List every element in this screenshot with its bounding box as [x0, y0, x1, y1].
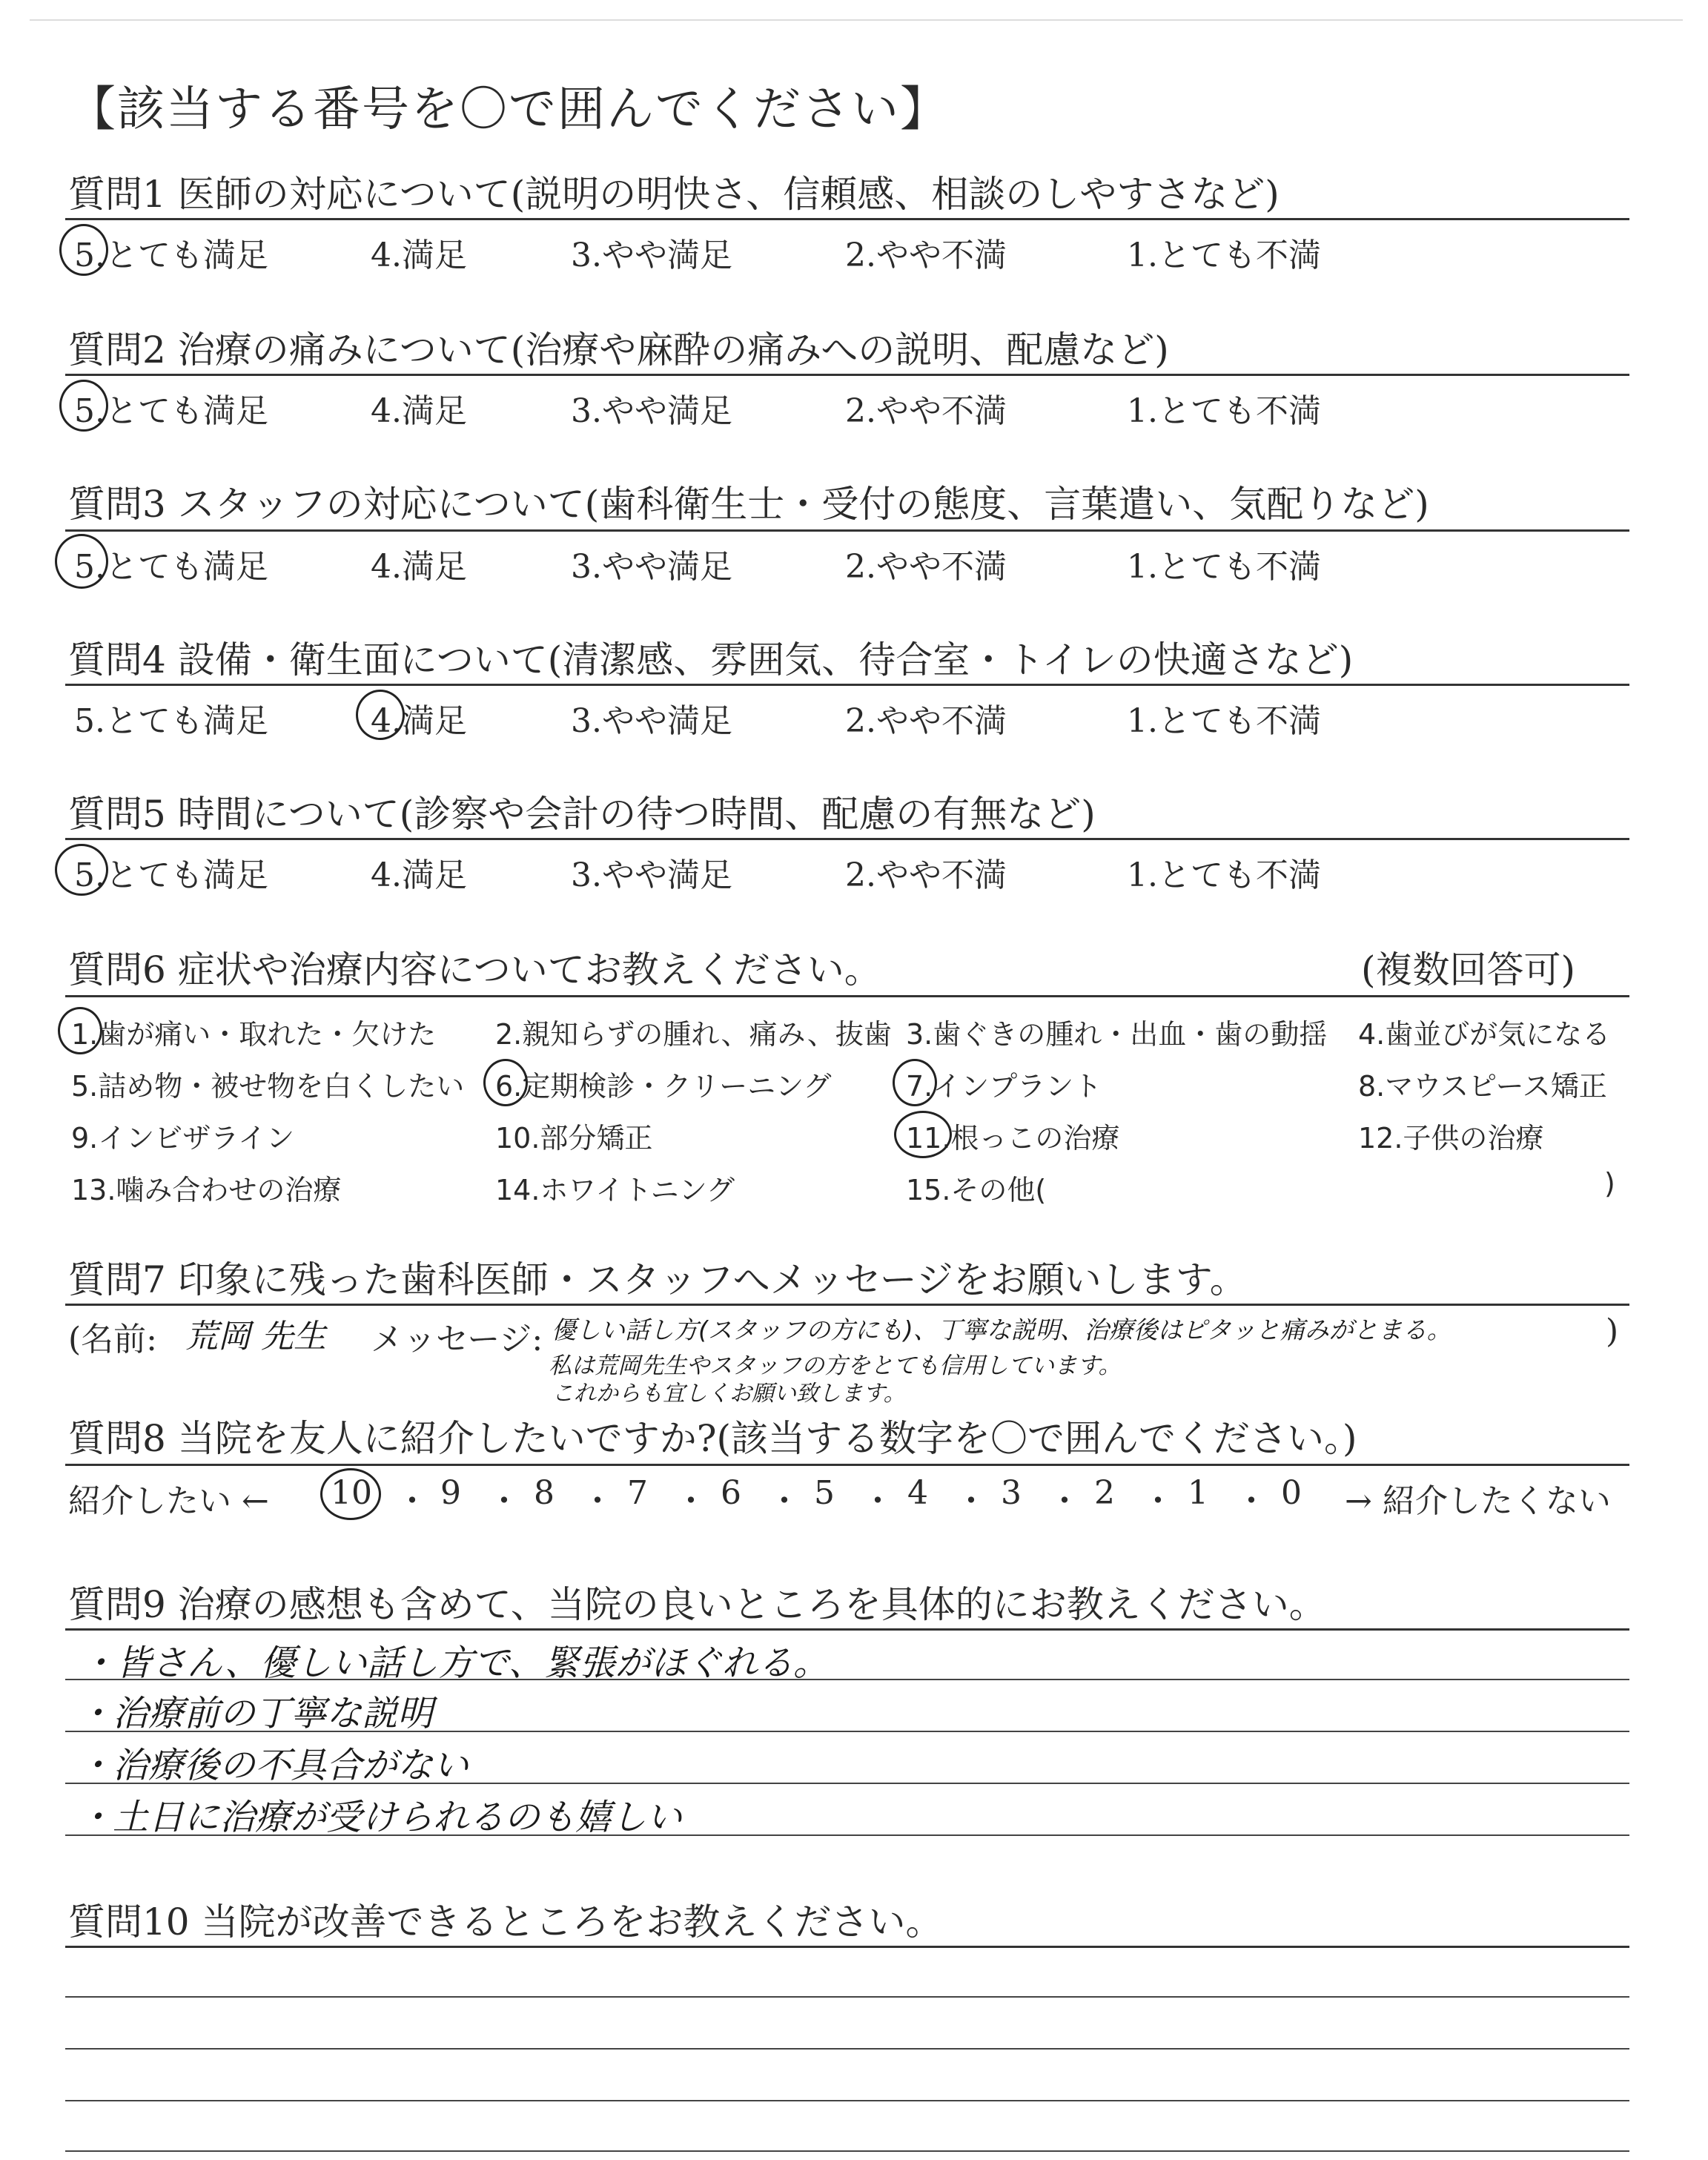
q6-option-8[interactable]: 8.マウスピース矯正 — [1358, 1070, 1607, 1103]
selection-circle — [320, 1468, 381, 1520]
q2-option-3[interactable]: 3.やや満足 — [571, 392, 732, 430]
question-1-title: 質問1 医師の対応について(説明の明快さ、信頼感、相談のしやすさなど) — [68, 173, 1280, 216]
q6-option-14[interactable]: 14.ホワイトニング — [495, 1174, 735, 1206]
q7-close-paren: ) — [1606, 1312, 1619, 1350]
question-6-title: 質問6 症状や治療内容についてお教えください。 — [68, 948, 881, 991]
q8-dot: ・ — [675, 1482, 707, 1520]
selection-circle — [55, 534, 108, 589]
q3-option-2[interactable]: 2.やや不満 — [845, 548, 1007, 586]
page-heading: 【該当する番号を〇で囲んでください】 — [68, 82, 949, 137]
q8-right-label: → 紹介したくない — [1345, 1482, 1611, 1520]
q1-option-1[interactable]: 1.とても不満 — [1127, 237, 1321, 274]
q9-answer-4: ・土日に治療が受けられるのも嬉しい — [77, 1797, 683, 1838]
q5-option-5[interactable]: 5.とても満足 — [74, 856, 268, 894]
q6-option-13[interactable]: 13.噛み合わせの治療 — [71, 1174, 342, 1206]
q8-score-4[interactable]: 4 — [907, 1474, 928, 1512]
q4-option-1[interactable]: 1.とても不満 — [1127, 702, 1321, 740]
q6-option-7[interactable]: 7.インプラント — [906, 1070, 1102, 1103]
q7-name-value: 荒岡 先生 — [185, 1318, 326, 1355]
q7-message-label: メッセージ: — [371, 1321, 543, 1358]
q8-dot: ・ — [1048, 1482, 1081, 1520]
q4-option-3[interactable]: 3.やや満足 — [571, 702, 732, 740]
q2-option-2[interactable]: 2.やや不満 — [845, 392, 1007, 430]
q8-dot: ・ — [861, 1482, 894, 1520]
q1-option-2[interactable]: 2.やや不満 — [845, 237, 1007, 274]
q4-option-2[interactable]: 2.やや不満 — [845, 702, 1007, 740]
q8-dot: ・ — [1142, 1482, 1174, 1520]
q2-option-5[interactable]: 5.とても満足 — [74, 392, 268, 430]
q8-score-2[interactable]: 2 — [1094, 1474, 1115, 1512]
selection-circle — [483, 1059, 528, 1106]
answer-line — [65, 1783, 1629, 1784]
selection-circle — [55, 844, 108, 896]
q5-option-2[interactable]: 2.やや不満 — [845, 856, 1007, 894]
divider — [65, 1464, 1629, 1466]
q7-message-line-1: 優しい話し方(スタッフの方にも)、丁寧な説明、治療後はピタッと痛みがとまる。 — [552, 1315, 1452, 1344]
q6-option-3[interactable]: 3.歯ぐきの腫れ・出血・歯の動揺 — [906, 1018, 1328, 1051]
scan-top-edge — [30, 19, 1683, 21]
q2-option-4[interactable]: 4.満足 — [371, 392, 467, 430]
selection-circle — [59, 224, 108, 276]
question-6-note: (複数回答可) — [1361, 948, 1576, 991]
answer-line[interactable] — [65, 2100, 1629, 2101]
divider — [65, 995, 1629, 997]
q9-answer-1: ・皆さん、優しい話し方で、緊張がほぐれる。 — [80, 1642, 829, 1684]
q5-option-1[interactable]: 1.とても不満 — [1127, 856, 1321, 894]
q6-option-11[interactable]: 11.根っこの治療 — [906, 1122, 1120, 1155]
selection-circle — [58, 1007, 102, 1054]
q3-option-3[interactable]: 3.やや満足 — [571, 548, 732, 586]
q6-option-4[interactable]: 4.歯並びが気になる — [1358, 1018, 1611, 1051]
selection-circle — [59, 380, 108, 432]
q6-option-15[interactable]: 15.その他( — [906, 1174, 1047, 1206]
q5-option-4[interactable]: 4.満足 — [371, 856, 467, 894]
selection-circle — [894, 1111, 952, 1158]
divider — [65, 838, 1629, 840]
answer-line — [65, 1834, 1629, 1836]
answer-line[interactable] — [65, 2048, 1629, 2050]
q6-option-6[interactable]: 6.定期検診・クリーニング — [495, 1070, 832, 1103]
q3-option-1[interactable]: 1.とても不満 — [1127, 548, 1321, 586]
q6-option-12[interactable]: 12.子供の治療 — [1358, 1122, 1544, 1155]
question-2-title: 質問2 治療の痛みについて(治療や麻酔の痛みへの説明、配慮など) — [68, 328, 1169, 371]
q8-score-0[interactable]: 0 — [1281, 1474, 1302, 1512]
selection-circle — [893, 1059, 937, 1106]
question-9-title: 質問9 治療の感想も含めて、当院の良いところを具体的にお教えください。 — [68, 1583, 1326, 1626]
q9-answer-3: ・治療後の不具合がない — [77, 1745, 469, 1786]
q4-option-5[interactable]: 5.とても満足 — [74, 702, 268, 740]
q8-score-1[interactable]: 1 — [1188, 1474, 1208, 1512]
divider — [65, 1304, 1629, 1306]
q8-score-8[interactable]: 8 — [534, 1474, 555, 1512]
question-7-title: 質問7 印象に残った歯科医師・スタッフへメッセージをお願いします。 — [68, 1258, 1247, 1301]
q7-message-line-2: 私は荒岡先生やスタッフの方をとても信用しています。 — [549, 1353, 1122, 1379]
question-3-title: 質問3 スタッフの対応について(歯科衛生士・受付の態度、言葉遣い、気配りなど) — [68, 483, 1429, 526]
q6-option-9[interactable]: 9.インビザライン — [71, 1122, 295, 1155]
divider — [65, 218, 1629, 220]
q8-score-3[interactable]: 3 — [1001, 1474, 1022, 1512]
q8-dot: ・ — [1235, 1482, 1268, 1520]
answer-line — [65, 1679, 1629, 1680]
q6-option-15-close: ) — [1604, 1167, 1615, 1200]
q6-option-5[interactable]: 5.詰め物・被せ物を白くしたい — [71, 1070, 465, 1103]
q6-option-1[interactable]: 1.歯が痛い・取れた・欠けた — [71, 1018, 437, 1051]
question-4-title: 質問4 設備・衛生面について(清潔感、雰囲気、待合室・トイレの快適さなど) — [68, 638, 1354, 681]
divider — [65, 684, 1629, 686]
divider — [65, 374, 1629, 376]
answer-line — [65, 1731, 1629, 1732]
q6-option-10[interactable]: 10.部分矯正 — [495, 1122, 653, 1155]
question-8-title: 質問8 当院を友人に紹介したいですか?(該当する数字を〇で囲んでください。) — [68, 1417, 1357, 1460]
q4-option-4[interactable]: 4.満足 — [371, 702, 467, 740]
q8-score-10[interactable]: 10 — [331, 1474, 372, 1512]
q6-option-2[interactable]: 2.親知らずの腫れ、痛み、抜歯 — [495, 1018, 892, 1051]
q8-left-label: 紹介したい ← — [68, 1482, 269, 1520]
answer-line[interactable] — [65, 2150, 1629, 2152]
answer-line[interactable] — [65, 1996, 1629, 1998]
q1-option-4[interactable]: 4.満足 — [371, 237, 467, 274]
q5-option-3[interactable]: 3.やや満足 — [571, 856, 732, 894]
q9-answer-2: ・治療前の丁寧な説明 — [77, 1693, 434, 1734]
q8-dot: ・ — [396, 1482, 428, 1520]
q8-score-5[interactable]: 5 — [814, 1474, 835, 1512]
question-5-title: 質問5 時間について(診察や会計の待つ時間、配慮の有無など) — [68, 793, 1096, 836]
q8-score-6[interactable]: 6 — [721, 1474, 741, 1512]
divider — [65, 1946, 1629, 1948]
question-10-title: 質問10 当院が改善できるところをお教えください。 — [68, 1900, 943, 1943]
q3-option-4[interactable]: 4.満足 — [371, 548, 467, 586]
q3-option-5[interactable]: 5.とても満足 — [74, 548, 268, 586]
selection-circle — [356, 690, 405, 740]
q8-dot: ・ — [488, 1482, 520, 1520]
q8-dot: ・ — [955, 1482, 987, 1520]
q8-score-9[interactable]: 9 — [440, 1474, 461, 1512]
q7-message-line-3: これからも宜しくお願い致します。 — [552, 1381, 906, 1407]
q8-dot: ・ — [581, 1482, 614, 1520]
q1-option-5[interactable]: 5.とても満足 — [74, 237, 268, 274]
q2-option-1[interactable]: 1.とても不満 — [1127, 392, 1321, 430]
q7-name-label: (名前: — [68, 1321, 157, 1358]
q1-option-3[interactable]: 3.やや満足 — [571, 237, 732, 274]
q8-score-7[interactable]: 7 — [627, 1474, 648, 1512]
divider — [65, 1628, 1629, 1631]
q8-dot: ・ — [768, 1482, 801, 1520]
divider — [65, 529, 1629, 532]
